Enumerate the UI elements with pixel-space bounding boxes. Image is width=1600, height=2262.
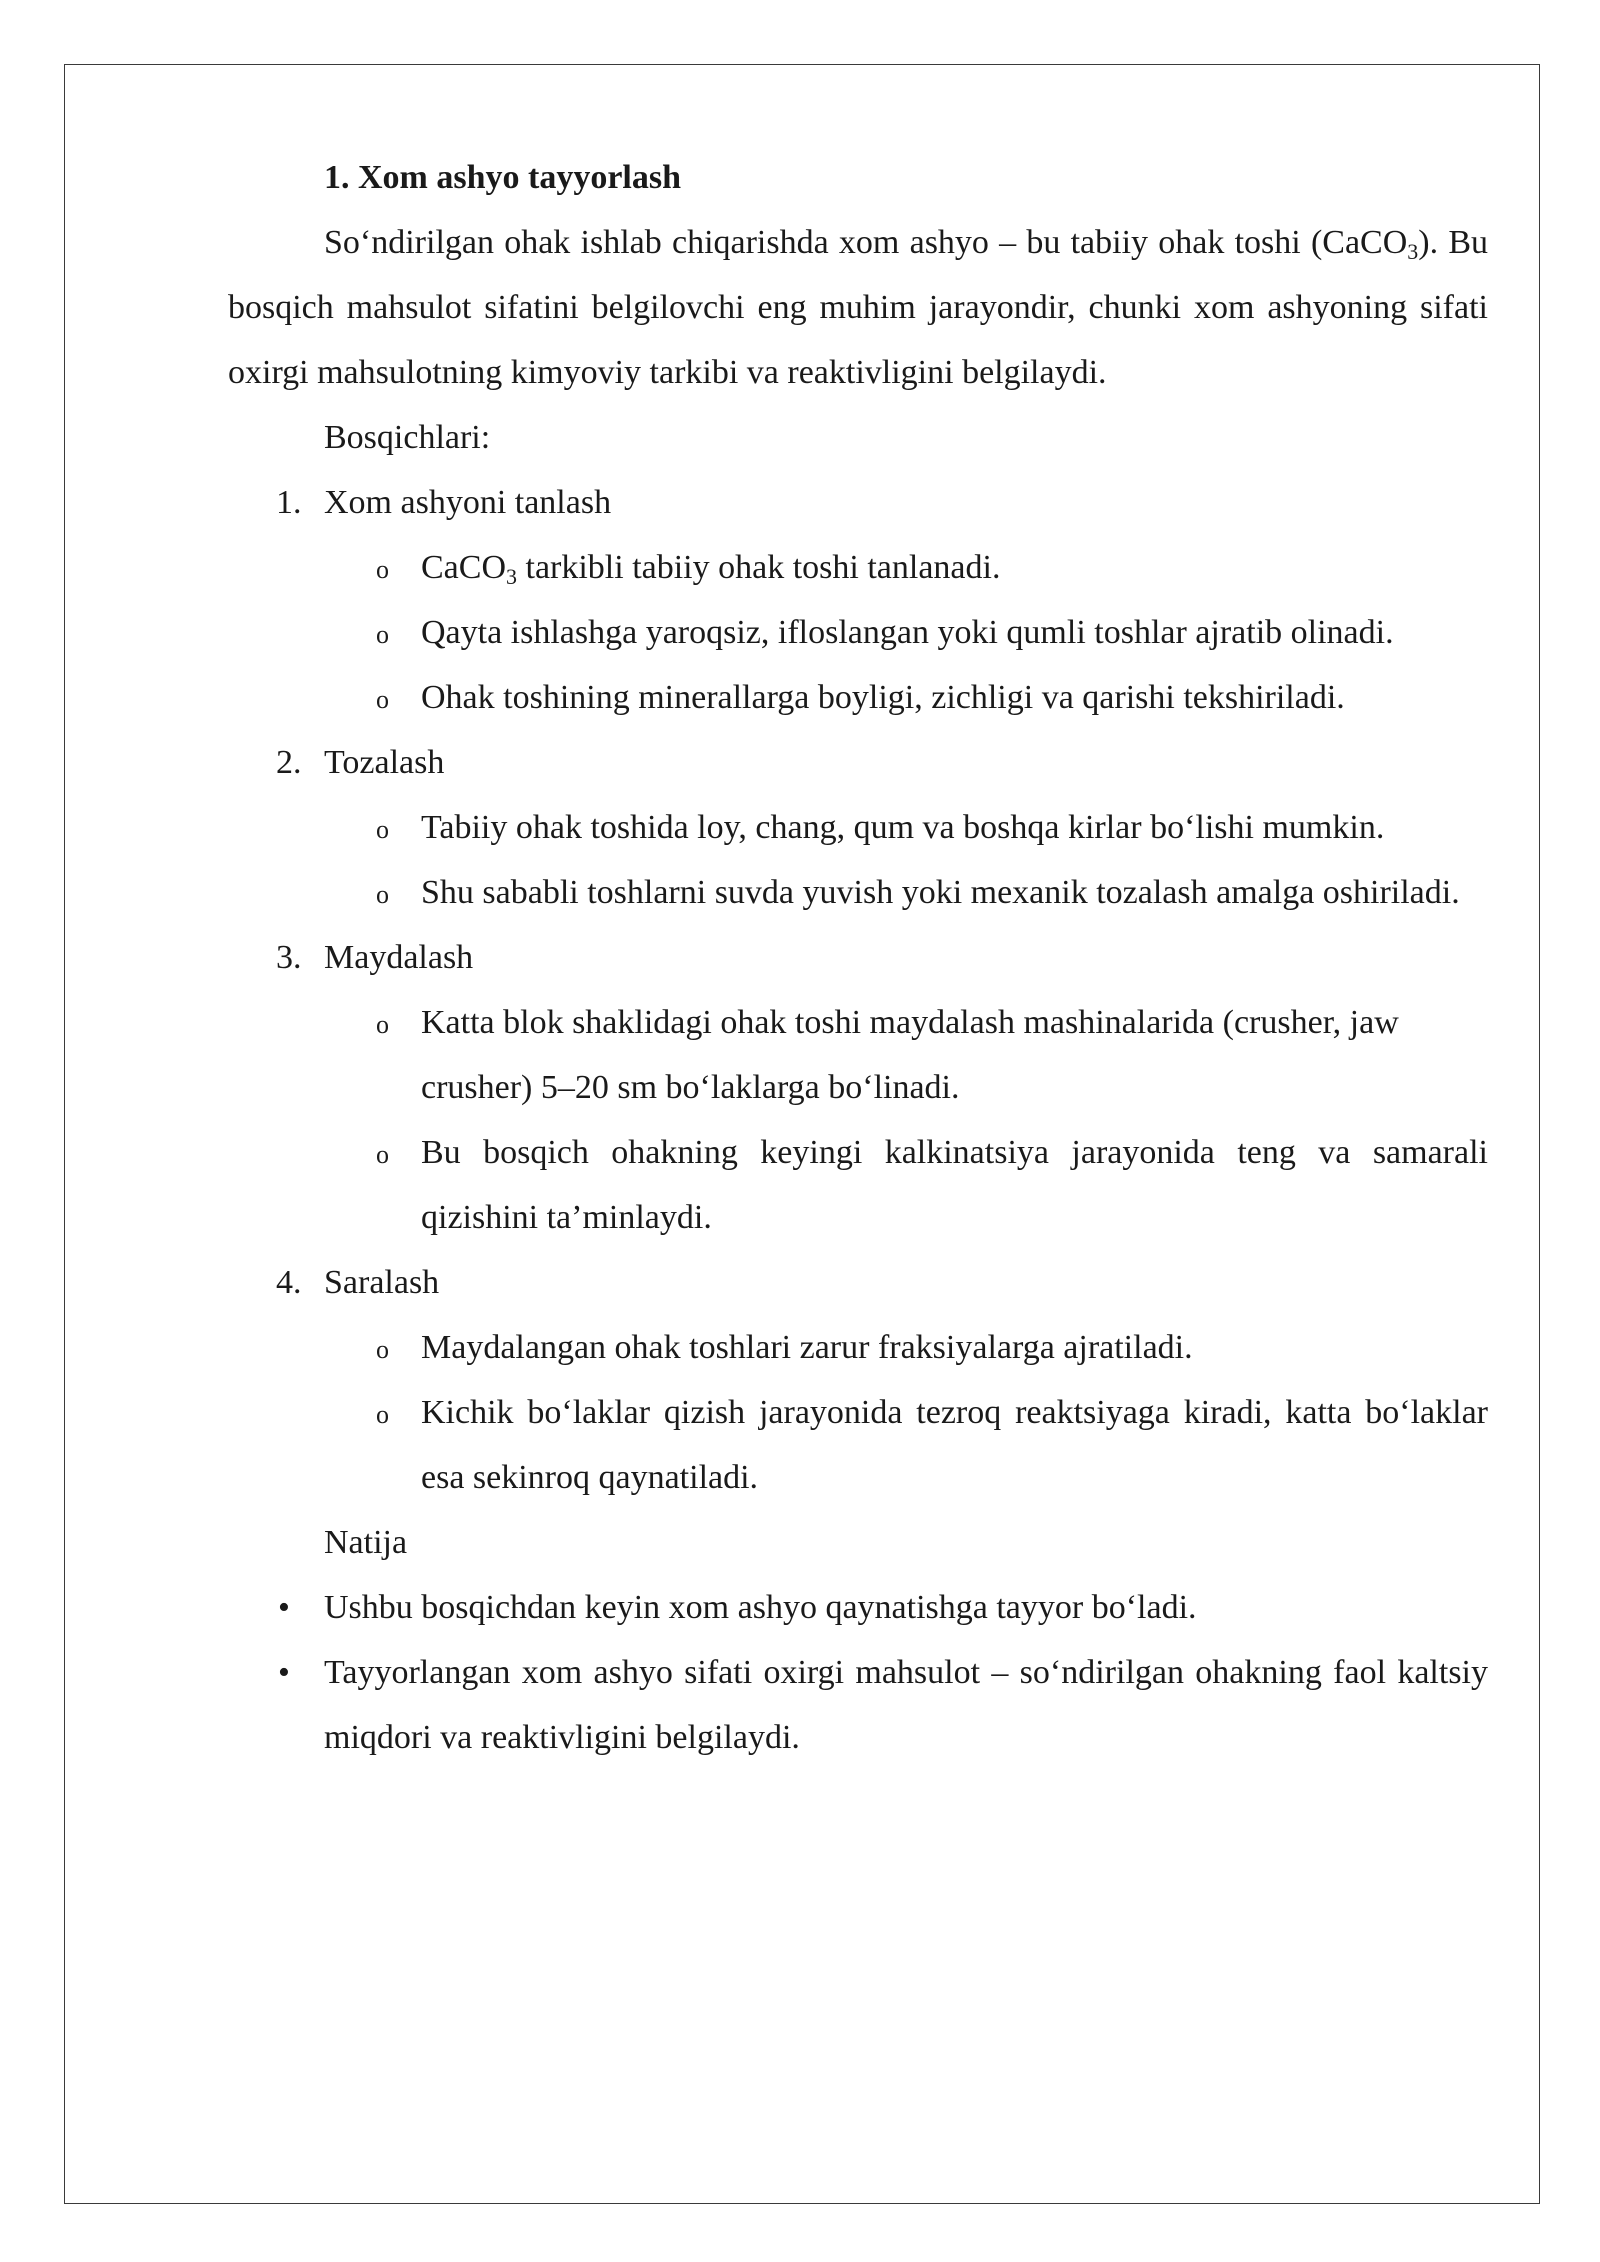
step-title: Tozalash — [324, 744, 445, 781]
result-item — [228, 1575, 1488, 1640]
step-item — [228, 470, 1488, 535]
circle-bullet-icon: o — [376, 1335, 389, 1364]
step-subitem — [228, 600, 1510, 665]
subitem-text: Maydalangan ohak toshlari zarur fraksiyalarga ajratiladi. — [421, 1329, 1193, 1366]
step-item — [228, 925, 1488, 990]
step-subitem — [228, 1380, 1488, 1510]
result-text: Tayyorlangan xom ashyo sifati oxirgi mahsulot – so‘ndirilgan ohakning faol kaltsiy miqdori va reaktivligini belgilaydi. — [324, 1654, 1488, 1756]
step-item — [228, 730, 1488, 795]
subitem-text: Bu bosqich ohakning keyingi kalkinatsiya jarayonida teng va samarali qizishini ta’minlaydi. — [421, 1134, 1488, 1236]
step-number: 2. — [276, 744, 302, 781]
step-subitem — [228, 795, 1488, 860]
document-body — [228, 145, 1488, 1770]
bullet-icon: • — [278, 1589, 290, 1626]
step-number: 1. — [276, 484, 302, 521]
step-title: Saralash — [324, 1264, 440, 1301]
step-number: 4. — [276, 1264, 302, 1301]
step-title: Maydalash — [324, 939, 474, 976]
formula-subscript: 3 — [1407, 239, 1419, 264]
step-number: 3. — [276, 939, 302, 976]
circle-bullet-icon: o — [376, 1010, 389, 1039]
bullet-icon: • — [278, 1654, 290, 1691]
result-label: Natija — [324, 1524, 408, 1561]
result-text: Ushbu bosqichdan keyin xom ashyo qaynatishga tayyor bo‘ladi. — [324, 1589, 1197, 1626]
intro-paragraph — [228, 210, 1488, 405]
circle-bullet-icon: o — [376, 1140, 389, 1169]
circle-bullet-icon: o — [376, 880, 389, 909]
circle-bullet-icon: o — [376, 555, 389, 584]
step-item — [228, 1250, 1488, 1315]
step-subitem — [228, 860, 1488, 925]
subitem-text: Shu sababli toshlarni suvda yuvish yoki mexanik tozalash amalga oshiriladi. — [421, 874, 1460, 911]
subitem-text: Ohak toshining minerallarga boyligi, zichligi va qarishi tekshiriladi. — [421, 679, 1345, 716]
circle-bullet-icon: o — [376, 685, 389, 714]
subitem-text: Tabiiy ohak toshida loy, chang, qum va boshqa kirlar bo‘lishi mumkin. — [421, 809, 1385, 846]
formula-subscript: 3 — [506, 564, 517, 589]
subitem-text: Qayta ishlashga yaroqsiz, ifloslangan yoki qumli toshlar ajratib olinadi. — [421, 614, 1394, 651]
subitem-text: Katta blok shaklidagi ohak toshi maydalash mashinalarida (crusher, jaw crusher) 5–20 sm bo‘laklarga bo‘linadi. — [421, 1004, 1399, 1106]
circle-bullet-icon: o — [376, 620, 389, 649]
subitem-text — [421, 549, 1001, 589]
subitem-text: Kichik bo‘laklar qizish jarayonida tezroq reaktsiyaga kiradi, katta bo‘laklar esa sekinroq qaynatiladi. — [421, 1394, 1488, 1496]
step-subitem — [228, 665, 1510, 730]
section-heading: 1. Xom ashyo tayyorlash — [324, 159, 682, 196]
intro-text-before-formula: So‘ndirilgan ohak ishlab chiqarishda xom ashyo – bu tabiiy ohak toshi (CaCO — [324, 224, 1408, 261]
step-subitem — [228, 1120, 1488, 1250]
result-item — [228, 1640, 1488, 1770]
subitem-text-before-formula: CaCO — [421, 549, 506, 586]
circle-bullet-icon: o — [376, 1400, 389, 1429]
step-subitem — [228, 1315, 1488, 1380]
step-subitem — [228, 990, 1510, 1120]
circle-bullet-icon: o — [376, 815, 389, 844]
step-title: Xom ashyoni tanlash — [324, 484, 612, 521]
steps-label: Bosqichlari: — [324, 419, 491, 456]
intro-text-after-formula: ). Bu bosqich mahsulot sifatini belgilovchi eng muhim jarayondir, chunki xom ashyoning sifati oxirgi mahsulotning kimyoviy tarkibi va reaktivligini belgilaydi. — [228, 224, 1488, 391]
subitem-text-after-formula: tarkibli tabiiy ohak toshi tanlanadi. — [517, 549, 1001, 586]
step-subitem — [228, 535, 1488, 600]
